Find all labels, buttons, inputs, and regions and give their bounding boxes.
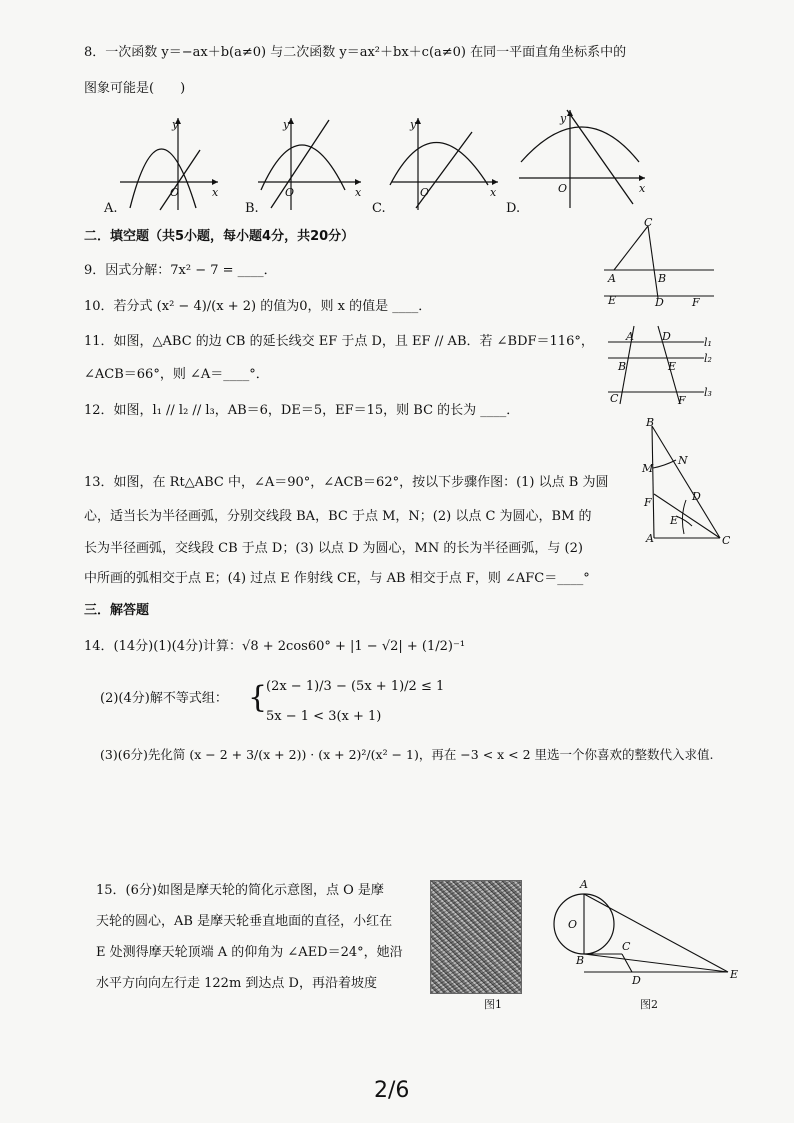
graph-d-origin: O (558, 182, 568, 195)
q11-figure (600, 218, 720, 308)
svg-text:C: C (644, 218, 653, 229)
svg-text:l₃: l₃ (704, 386, 712, 399)
q8-graph-a (100, 110, 230, 220)
svg-text:C: C (610, 392, 619, 405)
graph-d-y: y (560, 112, 567, 125)
svg-text:N: N (678, 454, 688, 467)
fig2-caption: 图2 (640, 998, 658, 1011)
svg-text:C: C (622, 940, 631, 953)
q13-line2: 心，适当长为半径画弧，分别交线段 BA，BC 于点 M，N；(2) 以点 C 为圆心，BM 的 (84, 509, 592, 524)
q8-option-b: B. (245, 201, 259, 216)
q8-line2: 图象可能是( ) (84, 81, 186, 96)
graph-a-y: y (172, 118, 179, 131)
section2-heading: 二．填空题（共5小题，每小题4分，共20分） (84, 229, 355, 244)
q8-graph-c (380, 110, 510, 220)
q8-graph-b (243, 110, 373, 220)
graph-c-y: y (410, 118, 417, 131)
fig1-caption: 图1 (484, 998, 502, 1011)
q11-line2: ∠ACB＝66°，则 ∠A＝____°． (84, 367, 269, 382)
svg-text:C: C (722, 534, 730, 546)
q9: 9．因式分解：7x² − 7 = ____． (84, 263, 277, 278)
q14-part3: (3)(6分)先化简 (x − 2 + 3/(x + 2)) · (x + 2)²/(x² − 1)，再在 −3 < x < 2 里选一个你喜欢的整数代入求值. (100, 747, 714, 762)
svg-text:B: B (646, 416, 655, 429)
page-number: 2/6 (374, 1078, 410, 1103)
q14-part2-label: (2)(4分)解不等式组： (100, 691, 228, 706)
svg-text:E: E (668, 360, 677, 373)
q8-line1: 8．一次函数 y＝−ax＋b(a≠0) 与二次函数 y＝ax²＋bx＋c(a≠0) 在同一平面直角坐标系中的 (84, 45, 627, 60)
q14-brace: { (248, 680, 268, 715)
q14-inequality1: (2x − 1)/3 − (5x + 1)/2 ≤ 1 (266, 679, 445, 694)
svg-text:D: D (632, 974, 641, 987)
q14-part1: 14．(14分)(1)(4分)计算：√8 + 2cos60° + |1 − √2| + (1/2)⁻¹ (84, 639, 466, 654)
svg-text:B: B (576, 954, 585, 967)
svg-text:A: A (580, 878, 588, 891)
svg-text:D: D (655, 296, 664, 308)
svg-text:A: A (646, 532, 654, 545)
svg-text:l₁: l₁ (704, 336, 712, 349)
svg-text:A: A (608, 272, 616, 285)
q13-line4: 中所画的弧相交于点 E；(4) 过点 E 作射线 CE，与 AB 相交于点 F，则 ∠AFC＝____° (84, 571, 590, 586)
svg-text:F: F (644, 496, 652, 509)
graph-d-x: x (639, 182, 646, 195)
svg-text:E: E (608, 294, 617, 307)
graph-b-x: x (355, 186, 362, 199)
svg-text:B: B (618, 360, 627, 373)
graph-b-y: y (283, 118, 290, 131)
q15-line2: 天轮的圆心，AB 是摩天轮垂直地面的直径，小红在 (96, 914, 393, 929)
q8-option-d: D. (506, 201, 521, 216)
svg-text:D: D (662, 330, 671, 343)
svg-text:O: O (568, 918, 578, 931)
graph-a-x: x (212, 186, 219, 199)
svg-text:E: E (670, 514, 679, 527)
graph-a-origin: O (170, 186, 180, 199)
q8-option-c: C. (372, 201, 386, 216)
q14-inequality2: 5x − 1 < 3(x + 1) (266, 709, 382, 724)
section3-heading: 三．解答题 (84, 603, 150, 618)
q12-figure (604, 320, 714, 410)
q8-graph-d (515, 104, 655, 214)
q13-line3: 长为半径画弧，交线段 CB 于点 D；(3) 以点 D 为圆心，MN 的长为半径画弧，与 (2) (84, 541, 583, 556)
svg-text:E: E (730, 968, 739, 981)
q15-figure2 (548, 868, 748, 988)
q12: 12．如图，l₁ // l₂ // l₃，AB＝6，DE＝5，EF＝15，则 BC 的长为 ____． (84, 403, 520, 418)
svg-text:l₂: l₂ (704, 352, 712, 365)
ferris-wheel-photo (430, 880, 522, 994)
q10: 10．若分式 (x² − 4)/(x + 2) 的值为0，则 x 的值是 ____． (84, 299, 432, 314)
svg-text:M: M (642, 462, 654, 475)
q13-line1: 13．如图，在 Rt△ABC 中，∠A＝90°，∠ACB＝62°，按以下步骤作图：(1) 以点 B 为圆 (84, 475, 609, 490)
svg-text:A: A (626, 330, 634, 343)
q11-line1: 11．如图，△ABC 的边 CB 的延长线交 EF 于点 D，且 EF // AB．若 ∠BDF＝116°， (84, 334, 594, 349)
q15-line4: 水平方向向左行走 122m 到达点 D，再沿着坡度 (96, 976, 377, 991)
graph-c-origin: O (420, 186, 430, 199)
svg-text:F: F (678, 394, 686, 407)
svg-text:F: F (692, 296, 700, 308)
q13-figure (640, 416, 730, 546)
graph-c-x: x (490, 186, 497, 199)
q8-option-a: A. (104, 201, 118, 216)
svg-text:B: B (658, 272, 667, 285)
q15-line1: 15．(6分)如图是摩天轮的简化示意图，点 O 是摩 (96, 883, 384, 898)
q15-line3: E 处测得摩天轮顶端 A 的仰角为 ∠AED＝24°，她沿 (96, 945, 403, 960)
graph-b-origin: O (285, 186, 295, 199)
svg-text:D: D (692, 490, 701, 503)
